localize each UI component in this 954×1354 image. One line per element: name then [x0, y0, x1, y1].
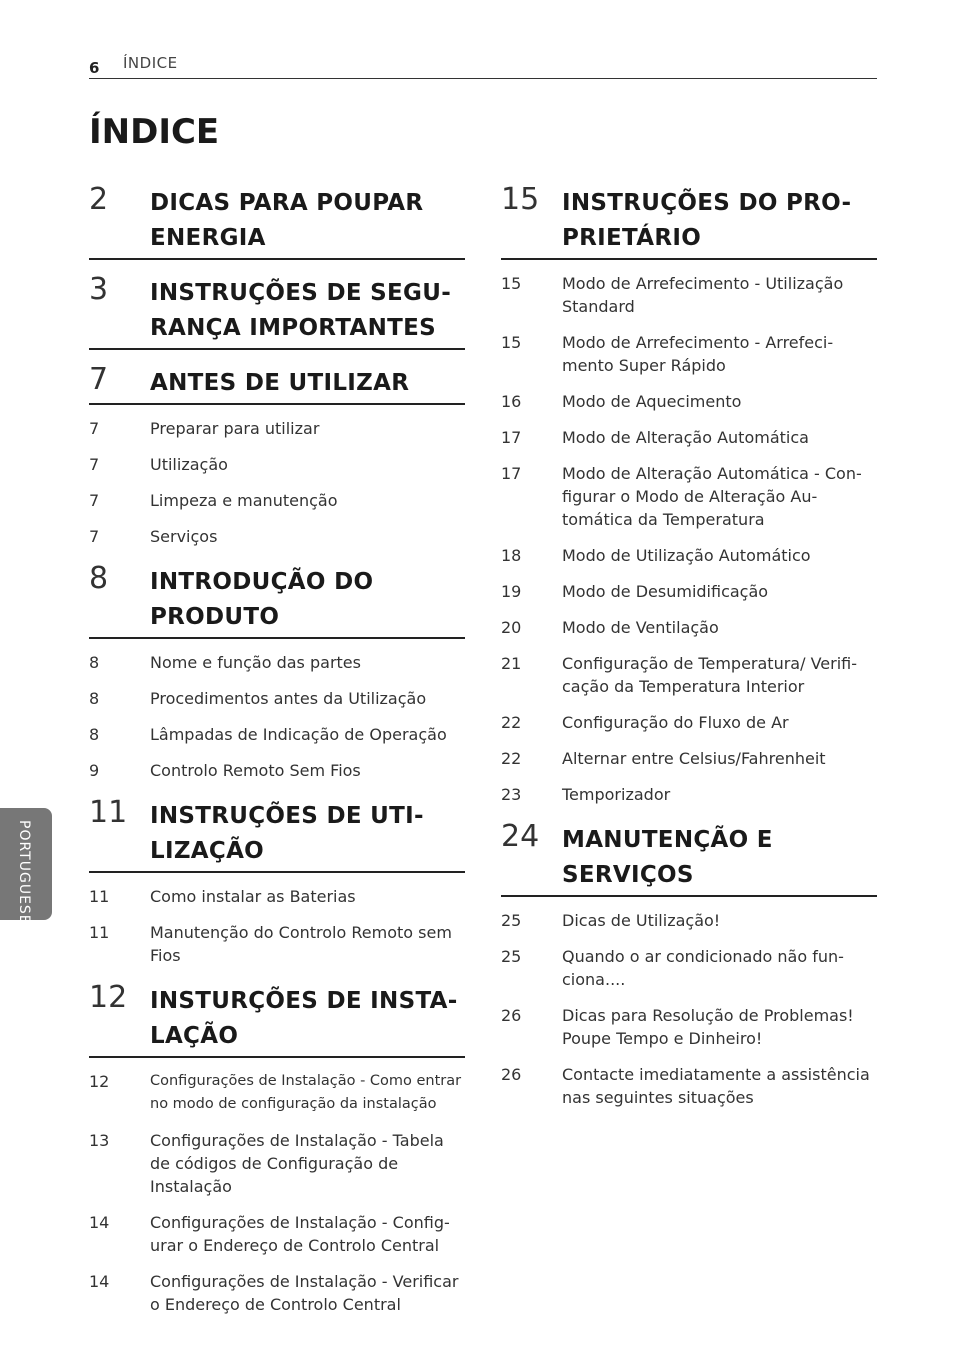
toc-entry — [501, 945, 877, 991]
toc-entry — [501, 747, 877, 770]
toc-entry-page: 7 — [89, 419, 100, 438]
toc-entry — [89, 651, 465, 674]
toc-entry — [89, 687, 465, 710]
toc-entry — [89, 1211, 465, 1257]
toc-right-column — [501, 182, 877, 1122]
language-side-tab — [0, 808, 52, 925]
toc-entry — [501, 272, 877, 318]
toc-entry — [501, 783, 877, 806]
toc-entry-text: Temporizador — [562, 785, 671, 804]
section-page-number: 12 — [89, 980, 128, 1015]
toc-entry — [89, 723, 465, 746]
page-header — [89, 52, 877, 79]
section-title: MANUTENÇÃO E SERVIÇOS — [562, 827, 773, 888]
toc-entry-text: Preparar para utilizar — [150, 419, 320, 438]
toc-item-list — [501, 909, 877, 1109]
toc-entry — [89, 489, 465, 512]
section-page-number: 15 — [501, 182, 540, 217]
section-title: ANTES DE UTILIZAR — [150, 370, 410, 396]
toc-entry-text: Modo de Utilização Automático — [562, 546, 811, 565]
toc-entry-page: 21 — [501, 654, 522, 673]
section-title: INTRODUÇÃO DO PRODUTO — [150, 569, 374, 630]
toc-entry — [89, 417, 465, 440]
toc-entry-text: Utilização — [150, 455, 228, 474]
toc-entry-page: 26 — [501, 1006, 522, 1025]
toc-item-list — [501, 272, 877, 806]
toc-entry — [501, 1004, 877, 1050]
toc-entry — [501, 580, 877, 603]
toc-item-list — [89, 1070, 465, 1316]
toc-entry-text: Configurações de Instalação - Config-urar o Endereço de Controlo Central — [150, 1213, 450, 1255]
toc-item-list — [89, 417, 465, 548]
toc-entry-text: Serviços — [150, 527, 218, 546]
page-number: 6 — [89, 59, 100, 77]
toc-entry — [501, 544, 877, 567]
toc-entry-text: Configuração de Temperatura/ Verifi-cação da Temperatura Interior — [562, 654, 857, 696]
toc-entry-page: 8 — [89, 689, 100, 708]
section-title: INSTRUÇÕES DE SEGU-RANÇA IMPORTANTES — [150, 280, 452, 341]
toc-entry — [89, 1129, 465, 1198]
toc-entry-page: 11 — [89, 923, 110, 942]
toc-entry-text: Como instalar as Baterias — [150, 887, 356, 906]
toc-entry-text: Controlo Remoto Sem Fios — [150, 761, 361, 780]
toc-entry-text: Modo de Desumidificação — [562, 582, 769, 601]
toc-section-heading — [89, 980, 465, 1058]
toc-entry-page: 20 — [501, 618, 522, 637]
toc-entry-text: Configuração do Fluxo de Ar — [562, 713, 789, 732]
toc-entry-page: 7 — [89, 455, 100, 474]
section-page-number: 11 — [89, 795, 128, 830]
toc-entry-page: 7 — [89, 491, 100, 510]
toc-entry — [501, 331, 877, 377]
toc-entry-page: 8 — [89, 725, 100, 744]
toc-entry-page: 17 — [501, 464, 522, 483]
toc-entry — [501, 909, 877, 932]
toc-left-column — [89, 182, 465, 1329]
toc-section-heading — [89, 272, 465, 350]
page-title: ÍNDICE — [89, 112, 220, 152]
toc-entry-page: 11 — [89, 887, 110, 906]
section-page-number: 7 — [89, 362, 109, 397]
toc-entry — [89, 1270, 465, 1316]
language-tab-label: PORTUGUESE — [16, 820, 32, 925]
section-page-number: 3 — [89, 272, 109, 307]
toc-entry-page: 23 — [501, 785, 522, 804]
toc-entry-page: 19 — [501, 582, 522, 601]
toc-entry — [501, 1063, 877, 1109]
section-title: INSTURÇÕES DE INSTA-LAÇÃO — [150, 988, 458, 1049]
toc-entry-text: Lâmpadas de Indicação de Operação — [150, 725, 447, 744]
toc-entry-page: 22 — [501, 749, 522, 768]
toc-entry-page: 12 — [89, 1072, 110, 1091]
section-page-number: 24 — [501, 819, 540, 854]
toc-entry-page: 18 — [501, 546, 522, 565]
toc-entry — [501, 462, 877, 531]
toc-entry-text: Nome e função das partes — [150, 653, 361, 672]
toc-entry-page: 9 — [89, 761, 100, 780]
toc-entry-page: 25 — [501, 911, 522, 930]
toc-section-heading — [89, 182, 465, 260]
toc-entry-text: Limpeza e manutenção — [150, 491, 338, 510]
toc-entry-page: 25 — [501, 947, 522, 966]
toc-entry — [89, 1070, 465, 1116]
section-title: INSTRUÇÕES DE UTI-LIZAÇÃO — [150, 803, 424, 864]
toc-entry-text: Quando o ar condicionado não fun-ciona.... — [562, 947, 844, 989]
toc-entry-page: 15 — [501, 274, 522, 293]
toc-section-heading — [89, 795, 465, 873]
toc-entry-text: Configurações de Instalação - Verificar o Endereço de Controlo Central — [150, 1272, 459, 1314]
toc-entry-page: 13 — [89, 1131, 110, 1150]
toc-entry-page: 15 — [501, 333, 522, 352]
toc-section-heading — [501, 819, 877, 897]
toc-entry — [501, 390, 877, 413]
toc-entry-text: Modo de Arrefecimento - Utilização Standard — [562, 274, 844, 316]
toc-entry-text: Contacte imediatamente a assistência nas seguintes situações — [562, 1065, 870, 1107]
toc-entry-text: Manutenção do Controlo Remoto sem Fios — [150, 923, 452, 965]
toc-entry-text: Modo de Ventilação — [562, 618, 719, 637]
toc-entry-page: 7 — [89, 527, 100, 546]
toc-entry-text: Configurações de Instalação - Como entrar no modo de configuração da instalação — [150, 1073, 462, 1112]
toc-section-heading — [501, 182, 877, 260]
toc-entry-text: Procedimentos antes da Utilização — [150, 689, 427, 708]
toc-entry-text: Modo de Alteração Automática — [562, 428, 809, 447]
toc-item-list — [89, 885, 465, 967]
toc-entry-page: 8 — [89, 653, 100, 672]
toc-entry-page: 14 — [89, 1213, 110, 1232]
section-title: DICAS PARA POUPAR ENERGIA — [150, 190, 424, 251]
toc-entry-page: 22 — [501, 713, 522, 732]
toc-entry-text: Configurações de Instalação - Tabela de códigos de Configuração de Instalação — [150, 1131, 444, 1196]
toc-entry — [501, 711, 877, 734]
toc-entry — [89, 921, 465, 967]
toc-entry — [501, 616, 877, 639]
section-page-number: 2 — [89, 182, 109, 217]
toc-entry-text: Dicas de Utilização! — [562, 911, 721, 930]
toc-entry-text: Alternar entre Celsius/Fahrenheit — [562, 749, 826, 768]
toc-item-list — [89, 651, 465, 782]
section-page-number: 8 — [89, 561, 109, 596]
toc-entry — [89, 759, 465, 782]
toc-entry-page: 17 — [501, 428, 522, 447]
toc-section-heading — [89, 561, 465, 639]
toc-entry-page: 16 — [501, 392, 522, 411]
toc-entry-page: 26 — [501, 1065, 522, 1084]
toc-entry — [89, 525, 465, 548]
toc-section-heading — [89, 362, 465, 405]
section-title: INSTRUÇÕES DO PRO-PRIETÁRIO — [562, 190, 852, 251]
toc-entry-text: Dicas para Resolução de Problemas! Poupe Tempo e Dinheiro! — [562, 1006, 854, 1048]
toc-entry — [501, 426, 877, 449]
running-header-title: ÍNDICE — [123, 54, 178, 72]
toc-entry-text: Modo de Aquecimento — [562, 392, 742, 411]
toc-entry-text: Modo de Arrefecimento - Arrefeci-mento Super Rápido — [562, 333, 834, 375]
toc-entry — [501, 652, 877, 698]
toc-entry-page: 14 — [89, 1272, 110, 1291]
toc-entry — [89, 453, 465, 476]
toc-entry-text: Modo de Alteração Automática - Con-figurar o Modo de Alteração Au-tomática da Temperatura — [562, 464, 862, 529]
toc-entry — [89, 885, 465, 908]
